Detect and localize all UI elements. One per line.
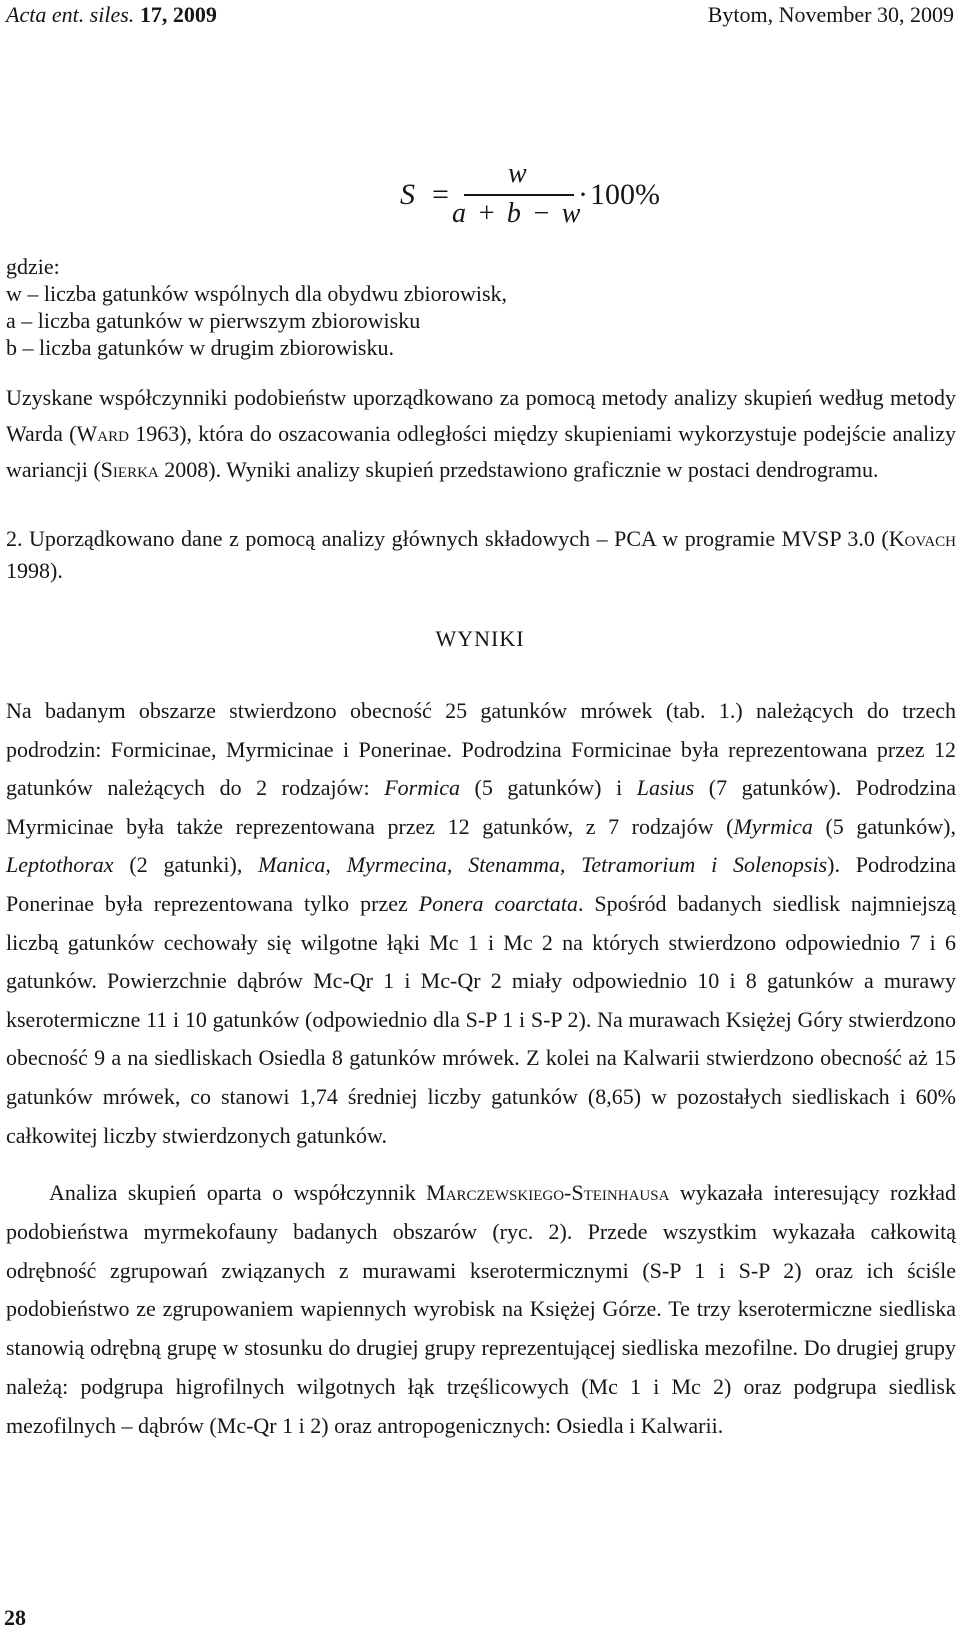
paragraph-methods-pca <box>6 523 956 587</box>
author-reference: Kovach <box>888 526 956 551</box>
text-run: . Spośród badanych siedlisk najmniejszą liczbą gatunków cechowały się wilgotne łąki Mc 1 i Mc 2 na których stwierdzono odpowiednio 7 i 6 gatunków. Powierzchnie dąbrów Mc-Qr 1 i Mc-Qr 2 miały odpowiednio 10 i 8 gatunków a murawy kserotermiczne 11 i 10 gatunków (odpowiednio dla S-P 1 i S-P 2). Na murawach Księżej Góry stwierdzono obecność 9 a na siedliskach Osiedla 8 gatunków mrówek. Z kolei na Kalwarii stwierdzono obecność aż 15 gatunków mrówek, co stanowi 1,74 średniej liczby gatunków (8,65) w pozostałych siedliskach i 60% całkowitej liczby stwierdzonych gatunków. <box>6 890 956 1148</box>
journal-citation <box>6 0 217 30</box>
formula-times: · <box>578 178 588 211</box>
species-name: Ponera coarctata <box>418 890 578 916</box>
author-reference: Sierka <box>100 457 159 482</box>
page-number: 28 <box>4 1605 26 1630</box>
text-run: Analiza skupień oparta o współczynnik <box>49 1180 427 1205</box>
text-run: 1963), która do oszacowania odległości między skupieniami wykorzystuje podejście analizy wariancji ( <box>6 421 956 482</box>
legend-label: gdzie: <box>6 254 60 279</box>
text-run: 1998). <box>6 558 63 583</box>
text-run: (7 gatunków). Podrodzina Myrmicinae była także reprezentowana przez 12 gatunków, z 7 rodzajów ( <box>6 775 957 839</box>
journal-name: Acta ent. siles. <box>6 2 135 27</box>
text-run: Uzyskane współczynniki podobieństw uporządkowano za pomocą metody analizy skupień według metody Warda ( <box>6 385 956 446</box>
formula-legend <box>6 253 956 361</box>
author-reference: Marczewskiego-Steinhausa <box>426 1180 670 1205</box>
genus-name: Myrmica <box>733 813 813 839</box>
genus-name: Lasius <box>636 775 695 801</box>
journal-issue: 17, 2009 <box>139 2 217 27</box>
running-header <box>6 0 954 30</box>
formula-multiplier: 100% <box>590 178 660 211</box>
text-run: wykazała interesujący rozkład podobieństwa myrmekofauny badanych obszarów (ryc. 2). Przede wszystkim wykazała całkowitą odrębność zgrupowań związanych z murawami kserotermicznymi (S-P 1 i S-P 2) oraz ich ściśle podobieństwo ze zgrupowaniem wapiennych wyrobisk na Księżej Górze. Te trzy kserotermiczne siedliska stanowią odrębną grupę w stosunku do drugiej grupy reprezentującej siedliska mezofilne. Do drugiej grupy należą: podgrupa higrofilnych wilgotnych łąk trzęślicowych (Mc 1 i Mc 2) oraz podgrupa siedlisk mezofilnych – dąbrów (Mc-Qr 1 i 2) oraz antropogenicznych: Osiedla i Kalwarii. <box>6 1180 957 1438</box>
publication-date: Bytom, November 30, 2009 <box>707 2 954 27</box>
text-run: (5 gatunków) i <box>459 775 637 801</box>
text-run: (5 gatunków), <box>812 813 956 839</box>
legend-item: w – liczba gatunków wspólnych dla obydwu zbiorowisk, <box>6 281 508 306</box>
legend-item: b – liczba gatunków w drugim zbiorowisku. <box>6 335 394 360</box>
fraction-bar <box>464 194 574 196</box>
paragraph-results-clustering <box>6 1174 956 1446</box>
text-run: Na badanym obszarze stwierdzono obecność 25 gatunków mrówek (tab. 1.) należących do trzech podrodzin: Formicinae, Myrmicinae i Ponerinae. Podrodzina Formicinae była reprezentowana przez 12 gatunków należących do 2 rodzajów: <box>6 698 956 801</box>
legend-item: a – liczba gatunków w pierwszym zbiorowisku <box>6 308 421 333</box>
genus-name: Formica <box>384 775 460 801</box>
text-run: 2. Uporządkowano dane z pomocą analizy głównych składowych – PCA w programie MVSP 3.0 ( <box>6 526 889 551</box>
section-heading: WYNIKI <box>435 626 525 651</box>
paragraph-results-species <box>6 692 956 1155</box>
formula-lhs: S <box>400 178 415 211</box>
text-run: (2 gatunki), <box>113 852 259 878</box>
text-run: 2008). Wyniki analizy skupień przedstawiono graficznie w postaci dendrogramu. <box>158 457 879 482</box>
genus-names: Manica, Myrmecina, Stenamma, Tetramorium i Solenopsis <box>258 852 828 878</box>
text-run: ). Podrodzina Ponerinae była reprezentowana tylko przez <box>6 852 956 916</box>
similarity-formula <box>400 158 660 238</box>
formula-numerator: w <box>508 158 527 189</box>
paragraph-methods-clustering <box>6 380 956 488</box>
formula-equals: = <box>432 178 449 211</box>
formula-denominator: a + b − w <box>452 198 583 229</box>
genus-name: Leptothorax <box>6 852 114 878</box>
author-reference: Ward <box>76 421 129 446</box>
